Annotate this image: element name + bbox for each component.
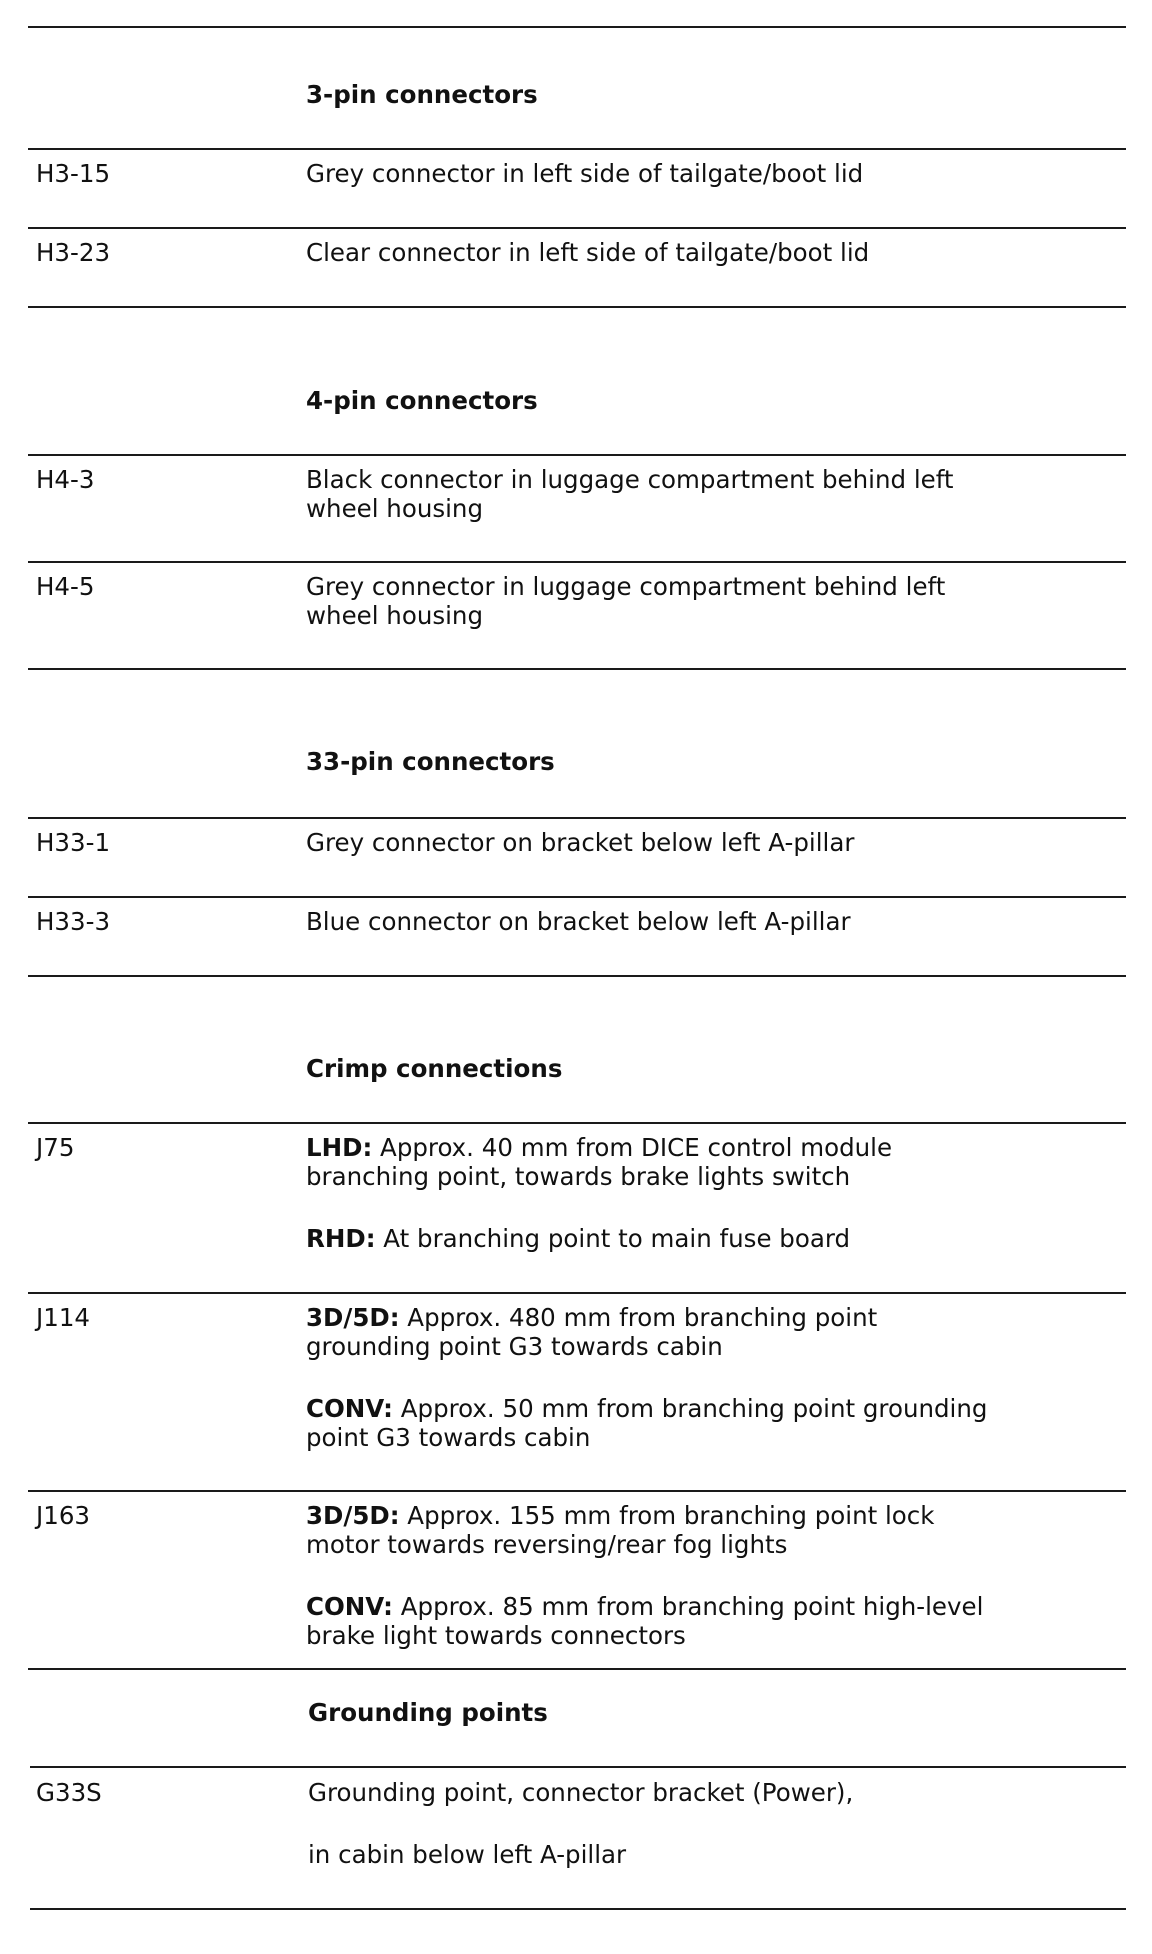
- connector-code: H33-1: [36, 828, 111, 857]
- connector-code: H33-3: [36, 907, 111, 936]
- rule: [28, 817, 1126, 819]
- connection-description: grounding point G3 towards cabin: [306, 1332, 723, 1361]
- description-text: At branching point to main fuse board: [375, 1224, 851, 1253]
- variant-label: CONV:: [306, 1592, 393, 1621]
- connector-description: Blue connector on bracket below left A-pillar: [306, 907, 851, 936]
- section-heading: 33-pin connectors: [306, 747, 555, 776]
- connector-description: Grey connector in luggage compartment behind left: [306, 572, 946, 601]
- connector-code: H3-23: [36, 238, 111, 267]
- connection-description: [306, 1592, 983, 1621]
- rule: [28, 1490, 1126, 1492]
- connector-code: H3-15: [36, 159, 111, 188]
- connection-code: J163: [36, 1501, 90, 1530]
- description-text: Approx. 50 mm from branching point grounding: [392, 1394, 988, 1423]
- rule: [28, 26, 1126, 28]
- section-heading: 4-pin connectors: [306, 386, 538, 415]
- rule: [28, 561, 1126, 563]
- variant-label: 3D/5D:: [306, 1501, 400, 1530]
- section-heading: 3-pin connectors: [306, 80, 538, 109]
- description-text: Approx. 155 mm from branching point lock: [399, 1501, 935, 1530]
- variant-label: LHD:: [306, 1133, 373, 1162]
- grounding-code: G33S: [36, 1778, 102, 1807]
- connection-description: [306, 1133, 892, 1162]
- connector-description: wheel housing: [306, 494, 484, 523]
- rule: [28, 306, 1126, 308]
- connection-code: J75: [36, 1133, 75, 1162]
- connection-description: motor towards reversing/rear fog lights: [306, 1530, 788, 1559]
- rule: [30, 1908, 1126, 1910]
- variant-label: CONV:: [306, 1394, 393, 1423]
- rule: [28, 1668, 1126, 1670]
- rule: [28, 1122, 1126, 1124]
- description-text: Approx. 40 mm from DICE control module: [372, 1133, 893, 1162]
- connector-code: H4-5: [36, 572, 95, 601]
- section-heading: Grounding points: [308, 1698, 548, 1727]
- connector-code: H4-3: [36, 465, 95, 494]
- connector-description: Grey connector in left side of tailgate/boot lid: [306, 159, 864, 188]
- connection-code: J114: [36, 1303, 90, 1332]
- connection-description: branching point, towards brake lights switch: [306, 1162, 851, 1191]
- rule: [28, 1292, 1126, 1294]
- rule: [30, 1766, 1126, 1768]
- description-text: Approx. 85 mm from branching point high-level: [392, 1592, 984, 1621]
- grounding-description: in cabin below left A-pillar: [308, 1840, 627, 1869]
- rule: [28, 896, 1126, 898]
- rule: [28, 668, 1126, 670]
- connection-description: point G3 towards cabin: [306, 1423, 591, 1452]
- connector-description: Grey connector on bracket below left A-pillar: [306, 828, 855, 857]
- rule: [28, 975, 1126, 977]
- rule: [28, 148, 1126, 150]
- connection-description: [306, 1224, 850, 1253]
- connector-description: wheel housing: [306, 601, 484, 630]
- connector-description: Clear connector in left side of tailgate/boot lid: [306, 238, 870, 267]
- variant-label: 3D/5D:: [306, 1303, 400, 1332]
- connection-description: [306, 1394, 987, 1423]
- description-text: Approx. 480 mm from branching point: [399, 1303, 878, 1332]
- connection-description: brake light towards connectors: [306, 1621, 686, 1650]
- connection-description: [306, 1501, 934, 1530]
- connector-description: Black connector in luggage compartment behind left: [306, 465, 954, 494]
- rule: [28, 227, 1126, 229]
- grounding-description: Grounding point, connector bracket (Power),: [308, 1778, 854, 1807]
- connection-description: [306, 1303, 877, 1332]
- rule: [28, 454, 1126, 456]
- section-heading: Crimp connections: [306, 1054, 563, 1083]
- variant-label: RHD:: [306, 1224, 376, 1253]
